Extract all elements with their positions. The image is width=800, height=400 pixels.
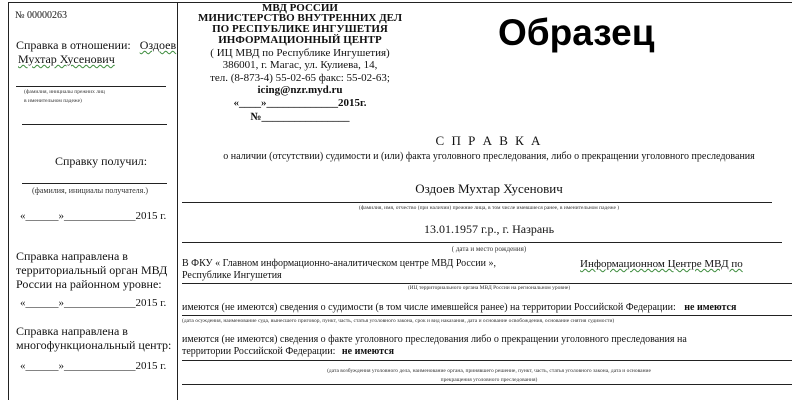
ref-line <box>16 86 166 87</box>
bottom-rule <box>182 384 792 385</box>
header-line-5: ( ИЦ МВД по Республике Ингушетия) <box>210 47 390 59</box>
ref-name: Мухтар Хусенович <box>18 52 115 66</box>
ref-line-2 <box>22 124 167 125</box>
recipient-line-2: Республике Ингушетия <box>182 270 282 281</box>
prosecution-rule <box>182 360 792 361</box>
doc-number: № 00000263 <box>15 10 68 21</box>
receiver-hint: (фамилия, инициалы получателя.) <box>32 186 149 195</box>
recipient-right: Информационном Центре МВД по <box>580 258 743 270</box>
receiver-line <box>22 183 167 184</box>
column-divider <box>177 2 178 400</box>
birth-line <box>182 242 782 243</box>
conviction-hint: (дата осуждения, наименование суда, вынесшего приговор, пункт, часть, статья уголовного закона, срок и вид наказания, дата и основание освобождения, основание снятия судимости) <box>182 318 615 324</box>
header-phone: тел. (8-873-4) 55-02-65 факс: 55-02-63; <box>210 72 390 84</box>
receiver-label: Справку получил: <box>55 154 148 168</box>
date-1: «______»_____________2015 г. <box>20 210 167 222</box>
recipient-rule <box>182 283 792 284</box>
prosecution-hint-1: (дата возбуждения уголовного дела, наименование органа, принявшего решение, пункт, часть, статья уголовного закона, дата и основание <box>327 368 651 374</box>
person-hint: (фамилия, имя, отчество (при наличии) прежние лица, в том числе имевшиеся ранее, в именительном падеже ) <box>358 205 620 211</box>
conviction-rule <box>182 315 792 316</box>
prosecution-text-1: имеются (не имеются) сведения о факте уголовного преследования либо о прекращении уголовного преследования на <box>182 334 687 345</box>
ref-surname: Оздоев <box>139 38 177 52</box>
person-name: Оздоев Мухтар Хусенович <box>415 181 563 196</box>
date-2: «______»_____________2015 г. <box>20 297 167 309</box>
sent-mvd-2: территориальный орган МВД <box>16 263 168 277</box>
header-num: №________________ <box>250 111 350 123</box>
prosecution-text-2: территории Российской Федерации: не имеются <box>182 346 394 357</box>
sent-mfc-2: многофункциональный центр: <box>16 338 172 352</box>
header-date: «____»_____________2015г. <box>233 97 367 109</box>
doc-title: С П Р А В К А <box>435 133 543 148</box>
recipient-hint: (ИЦ территориального органа МВД России на региональном уровне) <box>407 285 571 291</box>
header-line-3: ПО РЕСПУБЛИКЕ ИНГУШЕТИЯ <box>212 23 388 35</box>
conviction-value: не имеются <box>684 302 737 313</box>
person-line <box>182 202 772 203</box>
sent-mvd-3: России на районном уровне: <box>16 277 162 291</box>
sample-stamp: Образец <box>498 12 655 53</box>
header-line-1: МВД РОССИИ <box>262 2 338 14</box>
frame-left <box>8 2 9 400</box>
prosecution-value: не имеются <box>341 346 394 357</box>
ref-label: Справка в отношении: Оздоев <box>16 38 177 52</box>
birth-info: 13.01.1957 г.р., г. Назрань <box>423 222 555 236</box>
sent-mfc-1: Справка направлена в <box>16 324 128 338</box>
doc-subtitle: о наличии (отсутствии) судимости и (или) факта уголовного преследования, либо о прекращении уголовного преследования <box>223 151 755 162</box>
header-line-2: МИНИСТЕРСТВО ВНУТРЕННИХ ДЕЛ <box>197 12 403 24</box>
recipient-line-1: В ФКУ « Главном информационно-аналитическом центре МВД России », <box>182 258 496 269</box>
birth-hint: ( дата и место рождения) <box>451 245 527 253</box>
conviction-text: имеются (не имеются) сведения о судимости (в том числе имевшейся ранее) на территории Российской Федерации: не имеются <box>182 302 737 313</box>
prosecution-hint-2: прекращения уголовного преследования) <box>440 377 538 383</box>
ref-hint-2: в именительном падеже) <box>24 98 82 104</box>
header-line-4: ИНФОРМАЦИОННЫЙ ЦЕНТР <box>218 34 382 46</box>
header-email: icing@nzr.myd.ru <box>257 84 343 96</box>
ref-hint-1: (фамилия, инициалы прежних лиц <box>24 89 105 95</box>
sent-mvd-1: Справка направлена в <box>16 249 128 263</box>
header-address: 386001, г. Магас, ул. Кулиева, 14, <box>222 59 378 71</box>
date-3: «______»_____________2015 г. <box>20 360 167 372</box>
